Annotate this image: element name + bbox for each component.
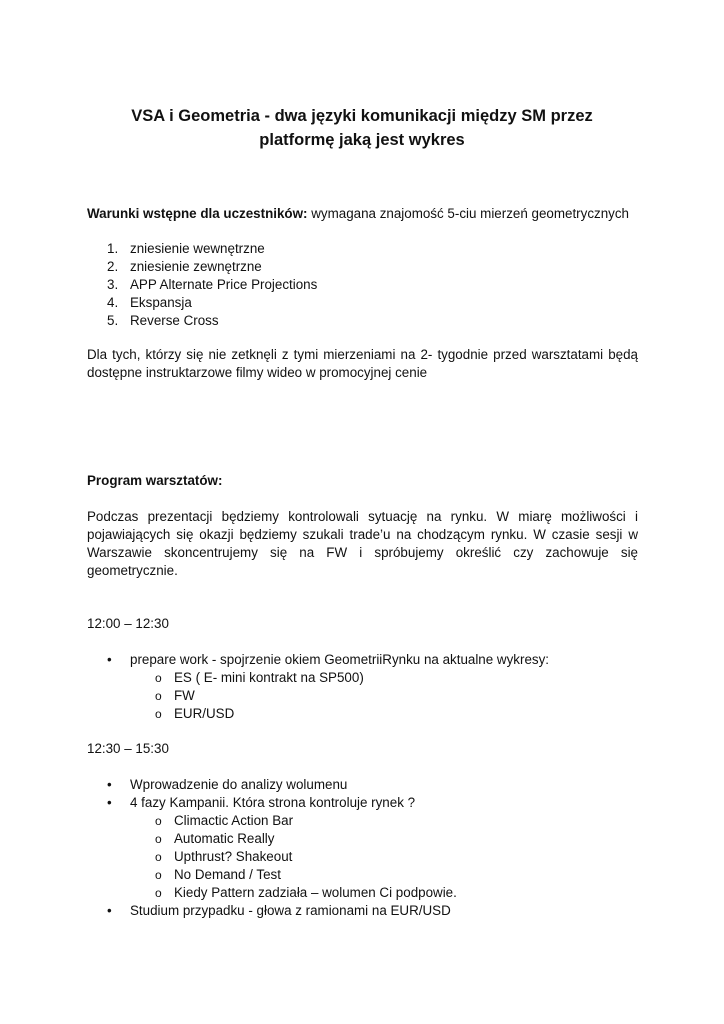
list-item: • Wprowadzenie do analizy wolumenu (107, 777, 348, 792)
prerequisites-paragraph (87, 205, 638, 223)
prerequisites-label: Warunki wstępne dla uczestników: (87, 206, 308, 221)
sub-bullet-icon: o (155, 850, 162, 864)
bullet-icon: • (107, 795, 112, 810)
list-item: 3. APP Alternate Price Projections (107, 277, 318, 292)
bullet-icon: • (107, 777, 112, 792)
sub-bullet-icon: o (155, 886, 162, 900)
list-item: o Automatic Really (155, 831, 275, 846)
list-item: o No Demand / Test (155, 867, 281, 882)
sub-bullet-icon: o (155, 689, 162, 703)
session-2-list (87, 776, 638, 920)
program-intro: Podczas prezentacji będziemy kontrolowali sytuację na rynku. W miarę możliwości i pojawiających się okazji będziemy szukali trade’u na chodzącym rynku. W czasie sesji w Warszawie skoncentrujemy się na FW i spróbujemy określić czy zachowuje się geometrycznie. (87, 509, 638, 578)
program-heading: Program warsztatów: (87, 473, 223, 488)
list-item: o Kiedy Pattern zadziała – wolumen Ci podpowie. (155, 885, 457, 900)
list-item: o ES ( E- mini kontrakt na SP500) (155, 670, 364, 685)
prerequisites-note: Dla tych, którzy się nie zetknęli z tymi mierzeniami na 2- tygodnie przed warsztatami będą dostępne instruktarzowe filmy wideo w promocyjnej cenie (87, 347, 638, 380)
list-item: • 4 fazy Kampanii. Która strona kontroluje rynek ? o Climactic Action Bar o Automatic Really o Upthrust? Shakeout o No Demand / Test o Kiedy Pattern zadziała – wolumen Ci podpowie. (87, 794, 638, 902)
bullet-icon: • (107, 652, 112, 667)
list-item: o Upthrust? Shakeout (155, 849, 293, 864)
list-item: 1. zniesienie wewnętrzne (107, 241, 265, 256)
session-1-sublist (130, 669, 638, 723)
sub-bullet-icon: o (155, 707, 162, 721)
sub-bullet-icon: o (155, 868, 162, 882)
session-time-2: 12:30 – 15:30 (87, 741, 169, 756)
list-item: 4. Ekspansja (107, 295, 192, 310)
session-1-list (87, 651, 638, 723)
session-time-1: 12:00 – 12:30 (87, 616, 169, 631)
list-item: o Climactic Action Bar (155, 813, 294, 828)
title-line-1: VSA i Geometria - dwa języki komunikacji między SM przez (131, 107, 593, 125)
sub-bullet-icon: o (155, 832, 162, 846)
document-title (90, 104, 634, 152)
sub-bullet-icon: o (155, 814, 162, 828)
list-item: o FW (155, 688, 195, 703)
bullet-icon: • (107, 903, 112, 918)
list-item: • prepare work - spojrzenie okiem GeometriiRynku na aktualne wykresy: o ES ( E- mini kontrakt na SP500) o FW o EUR/USD (87, 651, 638, 723)
list-item: 2. zniesienie zewnętrzne (107, 259, 262, 274)
measurements-list (87, 240, 638, 330)
list-item: 5. Reverse Cross (107, 313, 219, 328)
sub-bullet-icon: o (155, 671, 162, 685)
list-item: • Studium przypadku - głowa z ramionami na EUR/USD (107, 903, 451, 918)
prerequisites-text: wymagana znajomość 5-ciu mierzeń geometrycznych (307, 206, 630, 221)
title-line-2: platformę jaką jest wykres (259, 131, 465, 149)
list-item: o EUR/USD (155, 706, 235, 721)
session-2-sublist (130, 812, 638, 902)
